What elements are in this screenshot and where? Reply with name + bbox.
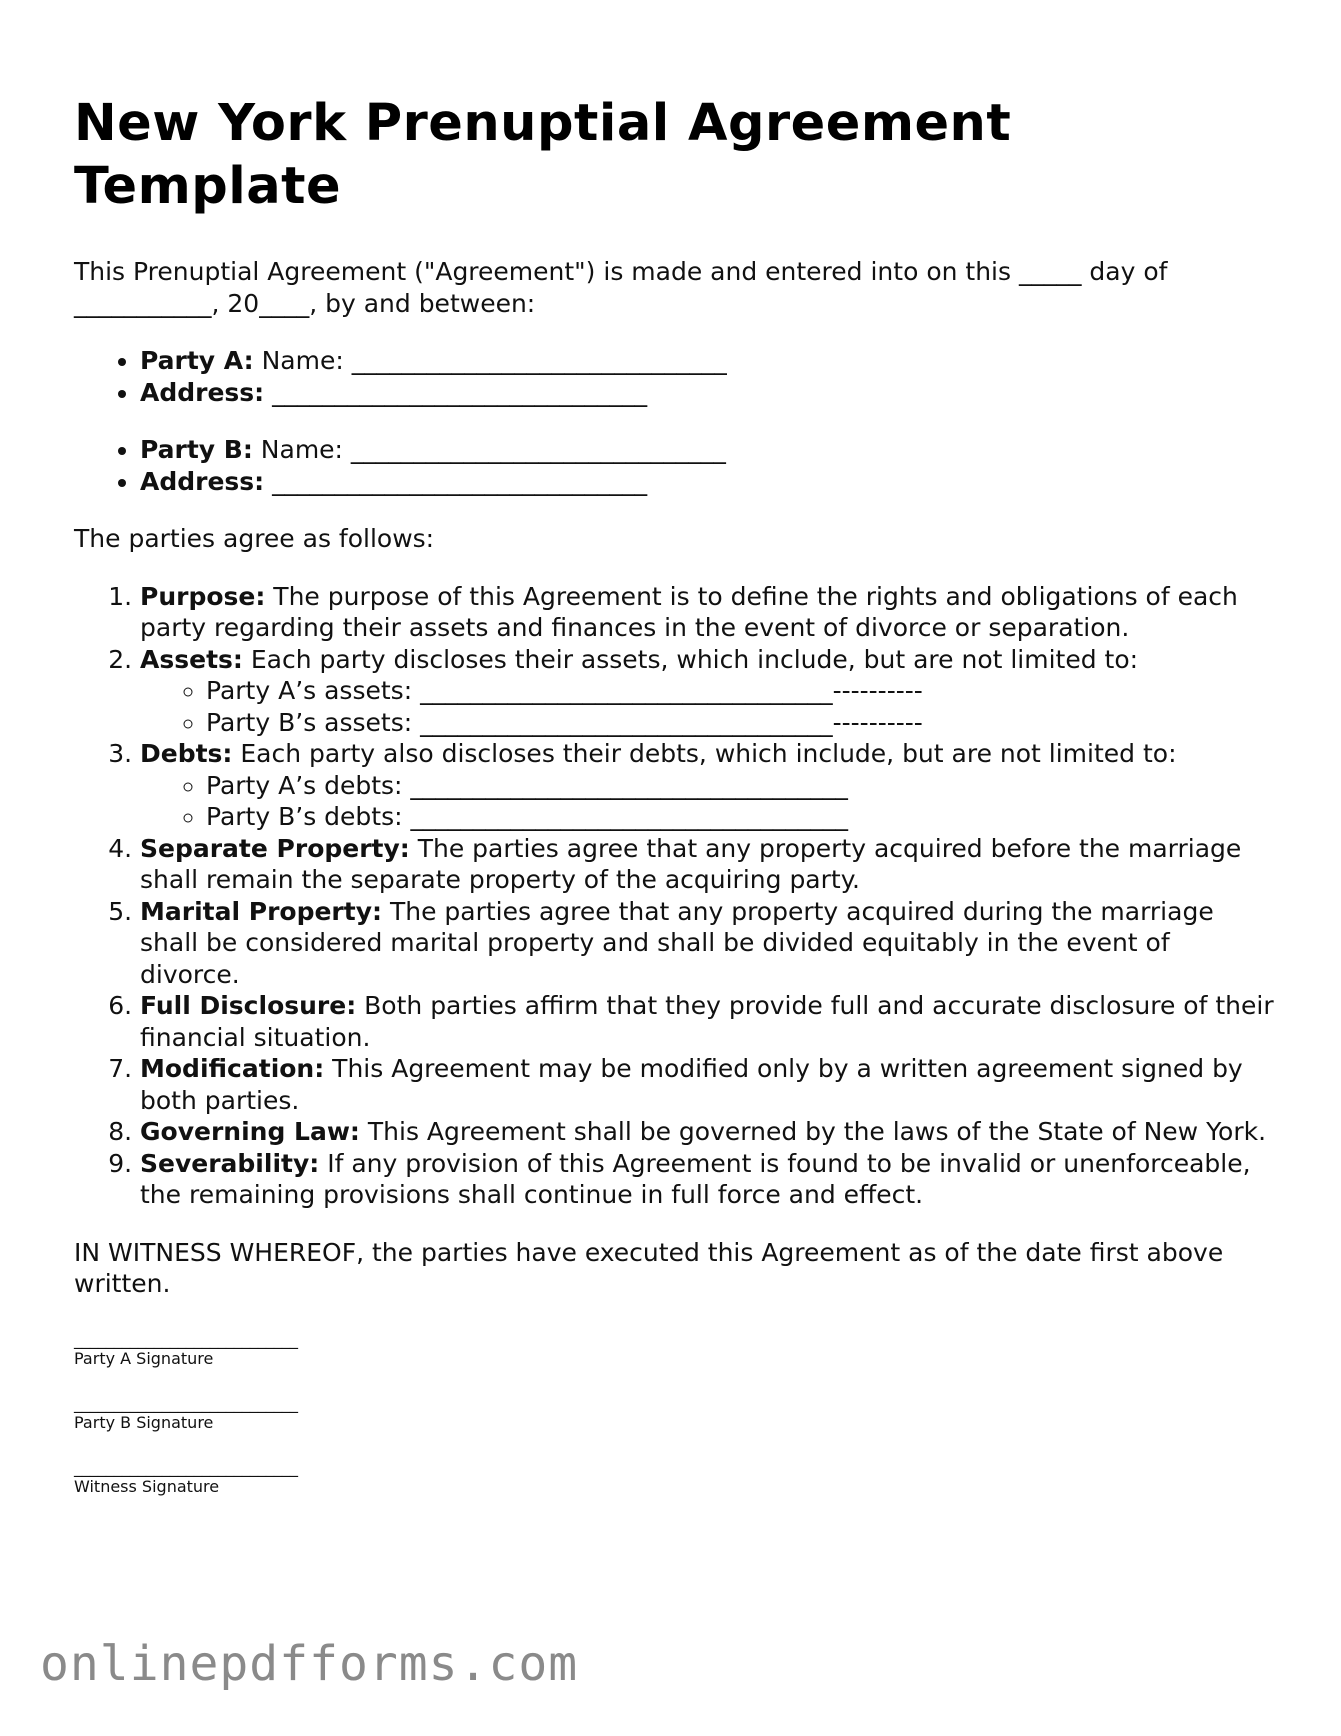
party-b-name-item <box>140 434 1274 466</box>
party-a-assets-item: ◦ Party A’s assets: _________________________________---------- <box>206 675 1274 707</box>
party-b-address-item <box>140 466 1274 498</box>
clause-label: Full Disclosure: <box>140 991 357 1020</box>
party-a-address-item <box>140 377 1274 409</box>
clause-label: Marital Property: <box>140 896 382 926</box>
party-b-debts-item: ◦ Party B’s debts: ___________________________________ <box>206 801 1274 833</box>
clause-modification <box>140 1053 1274 1116</box>
clause-label: Assets: <box>140 644 243 674</box>
clause-text: The parties agree that any property acquired during the marriage shall be considered marital property and shall be divided equitably in the event of divorce. <box>140 896 1214 989</box>
clause-label: Modification: <box>140 1054 325 1083</box>
party-a-name-item <box>140 345 1274 377</box>
party-a-debts-item: ◦ Party A’s debts: ___________________________________ <box>206 770 1274 802</box>
assets-sublist <box>140 675 1274 738</box>
signature-label: Party B Signature <box>74 1412 214 1432</box>
clause-text: This Agreement may be modified only by a written agreement signed by both parties. <box>140 1054 1243 1115</box>
clause-label: Severability: <box>140 1148 320 1178</box>
clause-severability <box>140 1148 1274 1211</box>
clause-text: The parties agree that any property acquired before the marriage shall remain the separate property of the acquiring party. <box>140 833 1242 894</box>
signature-label: Party A Signature <box>74 1348 214 1368</box>
page-title: New York Prenuptial Agreement Template <box>74 94 1012 216</box>
clause-purpose <box>140 581 1274 644</box>
party-b-address-label: Address: <box>140 466 265 496</box>
clause-full-disclosure <box>140 990 1274 1053</box>
witness-signature-block <box>74 1458 1274 1496</box>
witness-paragraph: IN WITNESS WHEREOF, the parties have executed this Agreement as of the date first above written. <box>74 1237 1224 1298</box>
clause-separate-property <box>140 833 1274 896</box>
party-b-assets-item: ◦ Party B’s assets: _________________________________---------- <box>206 707 1274 739</box>
party-b-signature-block <box>74 1394 1274 1432</box>
party-b-list <box>74 434 1274 497</box>
clause-label: Separate Property: <box>140 833 410 863</box>
signature-label: Witness Signature <box>74 1476 220 1496</box>
party-b-label: Party B: <box>140 435 253 464</box>
clauses-list <box>74 581 1274 1211</box>
clause-label: Governing Law: <box>140 1117 360 1146</box>
watermark: onlinepdfforms.com <box>40 1636 579 1692</box>
clause-text: Each party also discloses their debts, which include, but are not limited to: <box>232 739 1177 768</box>
party-a-address-field: ______________________________ <box>264 377 648 407</box>
party-a-signature-block <box>74 1330 1274 1368</box>
party-a-name-field: Name: ______________________________ <box>253 346 727 375</box>
clause-text: Both parties affirm that they provide full and accurate disclosure of their financial situation. <box>140 991 1274 1052</box>
agree-paragraph: The parties agree as follows: <box>74 524 435 553</box>
party-b-name-field: Name: ______________________________ <box>252 435 726 464</box>
clause-marital-property <box>140 896 1274 991</box>
signature-line: ____________________________ <box>74 1329 298 1349</box>
document-page <box>74 92 1274 1496</box>
signature-line: ____________________________ <box>74 1457 298 1477</box>
clause-assets <box>140 644 1274 739</box>
clause-label: Purpose: <box>140 581 266 611</box>
clause-debts <box>140 738 1274 833</box>
intro-paragraph: This Prenuptial Agreement ("Agreement") is made and entered into on this _____ day of ___________, 20____, by and between: <box>74 257 1168 318</box>
clause-governing-law <box>140 1116 1274 1148</box>
clause-text: Each party discloses their assets, which include, but are not limited to: <box>242 644 1139 674</box>
party-a-label: Party A: <box>140 346 254 375</box>
party-a-address-label: Address: <box>140 377 265 407</box>
clause-text: If any provision of this Agreement is found to be invalid or unenforceable, the remaining provisions shall continue in full force and effect. <box>140 1148 1251 1209</box>
clause-text: This Agreement shall be governed by the laws of the State of New York. <box>359 1117 1267 1146</box>
party-a-list <box>74 345 1274 408</box>
party-b-address-field: ______________________________ <box>264 466 648 496</box>
clause-label: Debts: <box>140 739 233 768</box>
clause-text: The purpose of this Agreement is to define the rights and obligations of each party regarding their assets and finances in the event of divorce or separation. <box>140 581 1238 642</box>
debts-sublist <box>140 770 1274 833</box>
signature-line: ____________________________ <box>74 1393 298 1413</box>
